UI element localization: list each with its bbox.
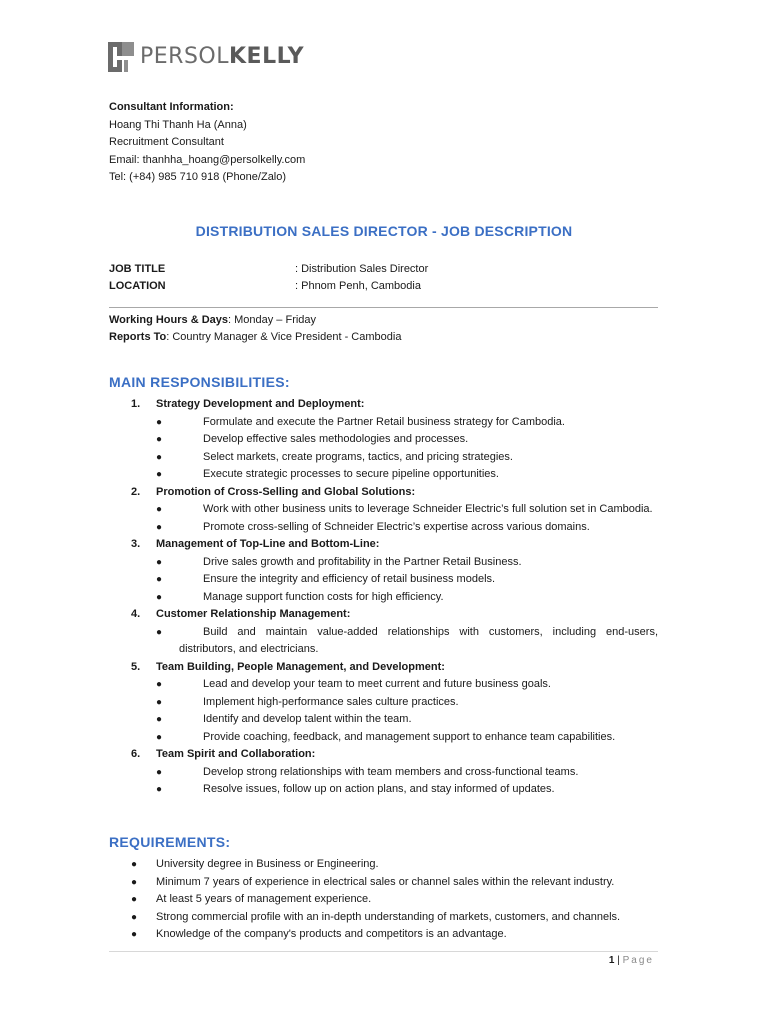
list-item xyxy=(0,624,768,659)
list-item-text: Drive sales growth and profitability in the Partner Retail Business. xyxy=(203,555,522,568)
list-item xyxy=(0,554,768,572)
job-title-row xyxy=(109,263,428,275)
bullet-icon: ● xyxy=(156,626,163,638)
list-item-text: Resolve issues, follow up on action plans, and stay informed of updates. xyxy=(203,783,555,795)
requirement-item xyxy=(0,926,768,944)
responsibilities-heading: MAIN RESPONSIBILITIES: xyxy=(109,374,290,390)
persolkelly-logo-mark-icon xyxy=(108,42,134,72)
requirement-item xyxy=(0,874,768,892)
bullet-icon: ● xyxy=(156,679,163,690)
page-separator: | xyxy=(614,955,623,966)
job-title-label: JOB TITLE xyxy=(109,263,166,275)
bullet-icon: ● xyxy=(131,911,138,923)
list-item xyxy=(0,764,768,782)
page-number-value: 1 xyxy=(608,955,615,966)
bullet-icon: ● xyxy=(156,591,163,603)
bullet-icon: ● xyxy=(131,894,138,905)
consultant-email: Email: thanhha_hoang@persolkelly.com xyxy=(109,153,306,166)
list-item-text: Build and maintain value-added relationships with customers, including end-users, distributors, and electricians. xyxy=(179,625,658,655)
job-title-value: : Distribution Sales Director xyxy=(295,263,429,275)
requirement-text: At least 5 years of management experience. xyxy=(156,893,372,905)
requirement-text: Strong commercial profile with an in-depth understanding of markets, customers, and channels. xyxy=(156,910,621,923)
list-item xyxy=(0,571,768,589)
list-item-text: Develop effective sales methodologies and processes. xyxy=(203,433,469,445)
list-item-text: Ensure the integrity and efficiency of retail business models. xyxy=(203,573,496,585)
document-title: DISTRIBUTION SALES DIRECTOR - JOB DESCRIPTION xyxy=(195,223,573,239)
list-item-text: Execute strategic processes to secure pipeline opportunities. xyxy=(203,468,499,480)
bullet-icon: ● xyxy=(156,784,163,795)
section-number: 3. xyxy=(131,538,141,550)
requirements-list xyxy=(0,856,768,944)
list-item xyxy=(0,676,768,694)
consultant-heading: Consultant Information: xyxy=(109,101,234,113)
list-item xyxy=(0,519,768,537)
list-item-text: Work with other business units to leverage Schneider Electric’s full solution set in Cambodia. xyxy=(203,503,653,515)
bullet-icon: ● xyxy=(156,731,163,743)
bullet-icon: ● xyxy=(156,451,163,463)
list-item xyxy=(0,729,768,747)
footer-divider xyxy=(109,951,658,952)
list-item-text: Manage support function costs for high efficiency. xyxy=(203,590,444,603)
consultant-name: Hoang Thi Thanh Ha (Anna) xyxy=(109,118,247,131)
location-row xyxy=(109,280,421,292)
requirement-text: Minimum 7 years of experience in electrical sales or channel sales within the relevant industry. xyxy=(156,875,615,888)
persolkelly-logo xyxy=(108,42,304,72)
list-item xyxy=(0,711,768,729)
location-label: LOCATION xyxy=(109,280,166,292)
section-number: 5. xyxy=(131,660,141,673)
reports-to-row xyxy=(109,331,401,343)
list-item-text: Lead and develop your team to meet current and future business goals. xyxy=(203,678,551,690)
page-number xyxy=(609,955,654,966)
responsibilities-list xyxy=(0,396,768,799)
section-title: Management of Top-Line and Bottom-Line: xyxy=(156,538,380,550)
requirement-text: University degree in Business or Engineering. xyxy=(156,858,379,870)
list-item xyxy=(0,431,768,449)
responsibility-section-title xyxy=(0,606,768,624)
consultant-phone: Tel: (+84) 985 710 918 (Phone/Zalo) xyxy=(109,171,287,183)
bullet-icon: ● xyxy=(156,434,163,445)
section-title: Promotion of Cross-Selling and Global Solutions: xyxy=(156,485,416,498)
bullet-icon: ● xyxy=(156,696,163,708)
section-title: Team Spirit and Collaboration: xyxy=(156,748,316,760)
section-number: 4. xyxy=(131,608,141,620)
bullet-icon: ● xyxy=(156,416,163,428)
section-title: Strategy Development and Deployment: xyxy=(156,398,365,410)
bullet-icon: ● xyxy=(156,714,163,725)
bullet-icon: ● xyxy=(131,876,138,888)
section-number: 1. xyxy=(131,398,141,410)
location-value: : Phnom Penh, Cambodia xyxy=(295,280,421,292)
bullet-icon: ● xyxy=(131,859,138,870)
requirement-text: Knowledge of the company's products and competitors is an advantage. xyxy=(156,928,507,940)
responsibility-section-title xyxy=(0,484,768,502)
list-item-text: Develop strong relationships with team members and cross-functional teams. xyxy=(203,765,579,778)
bullet-icon: ● xyxy=(156,521,163,533)
reports-to-label: Reports To xyxy=(109,331,167,343)
logo-wordmark: PERSOLKELLY xyxy=(140,44,305,69)
section-number: 2. xyxy=(131,485,141,498)
requirement-item xyxy=(0,891,768,909)
bullet-icon: ● xyxy=(131,929,138,940)
requirements-heading: REQUIREMENTS: xyxy=(109,834,231,850)
list-item xyxy=(0,781,768,799)
list-item xyxy=(0,589,768,607)
working-hours-value: : Monday – Friday xyxy=(228,314,317,326)
bullet-icon: ● xyxy=(156,504,163,515)
responsibility-section-title xyxy=(0,746,768,764)
bullet-icon: ● xyxy=(156,469,163,480)
list-item-text: Implement high-performance sales culture practices. xyxy=(203,695,459,708)
bullet-icon: ● xyxy=(156,574,163,585)
list-item-text: Promote cross-selling of Schneider Electric’s expertise across various domains. xyxy=(203,520,590,533)
responsibility-section-title xyxy=(0,659,768,677)
consultant-info xyxy=(109,99,305,187)
section-title: Team Building, People Management, and Development: xyxy=(156,660,445,673)
list-item-text: Formulate and execute the Partner Retail business strategy for Cambodia. xyxy=(203,415,565,428)
requirement-item xyxy=(0,856,768,874)
list-item xyxy=(0,501,768,519)
list-item xyxy=(0,694,768,712)
reports-to-value: : Country Manager & Vice President - Cambodia xyxy=(166,331,402,343)
list-item xyxy=(0,414,768,432)
page-label: Page xyxy=(622,955,654,966)
list-item-text: Provide coaching, feedback, and management support to enhance team capabilities. xyxy=(203,730,616,743)
divider xyxy=(109,307,658,308)
responsibility-section-title xyxy=(0,396,768,414)
working-hours-label: Working Hours & Days xyxy=(109,314,228,326)
list-item-text: Select markets, create programs, tactics, and pricing strategies. xyxy=(203,450,513,463)
list-item xyxy=(0,466,768,484)
consultant-role: Recruitment Consultant xyxy=(109,136,224,148)
list-item-text: Identify and develop talent within the team. xyxy=(203,713,412,725)
bullet-icon: ● xyxy=(156,556,163,568)
working-hours-row xyxy=(109,314,316,326)
requirement-item xyxy=(0,909,768,927)
section-title: Customer Relationship Management: xyxy=(156,608,351,620)
section-number: 6. xyxy=(131,748,141,760)
list-item xyxy=(0,449,768,467)
responsibility-section-title xyxy=(0,536,768,554)
bullet-icon: ● xyxy=(156,766,163,778)
